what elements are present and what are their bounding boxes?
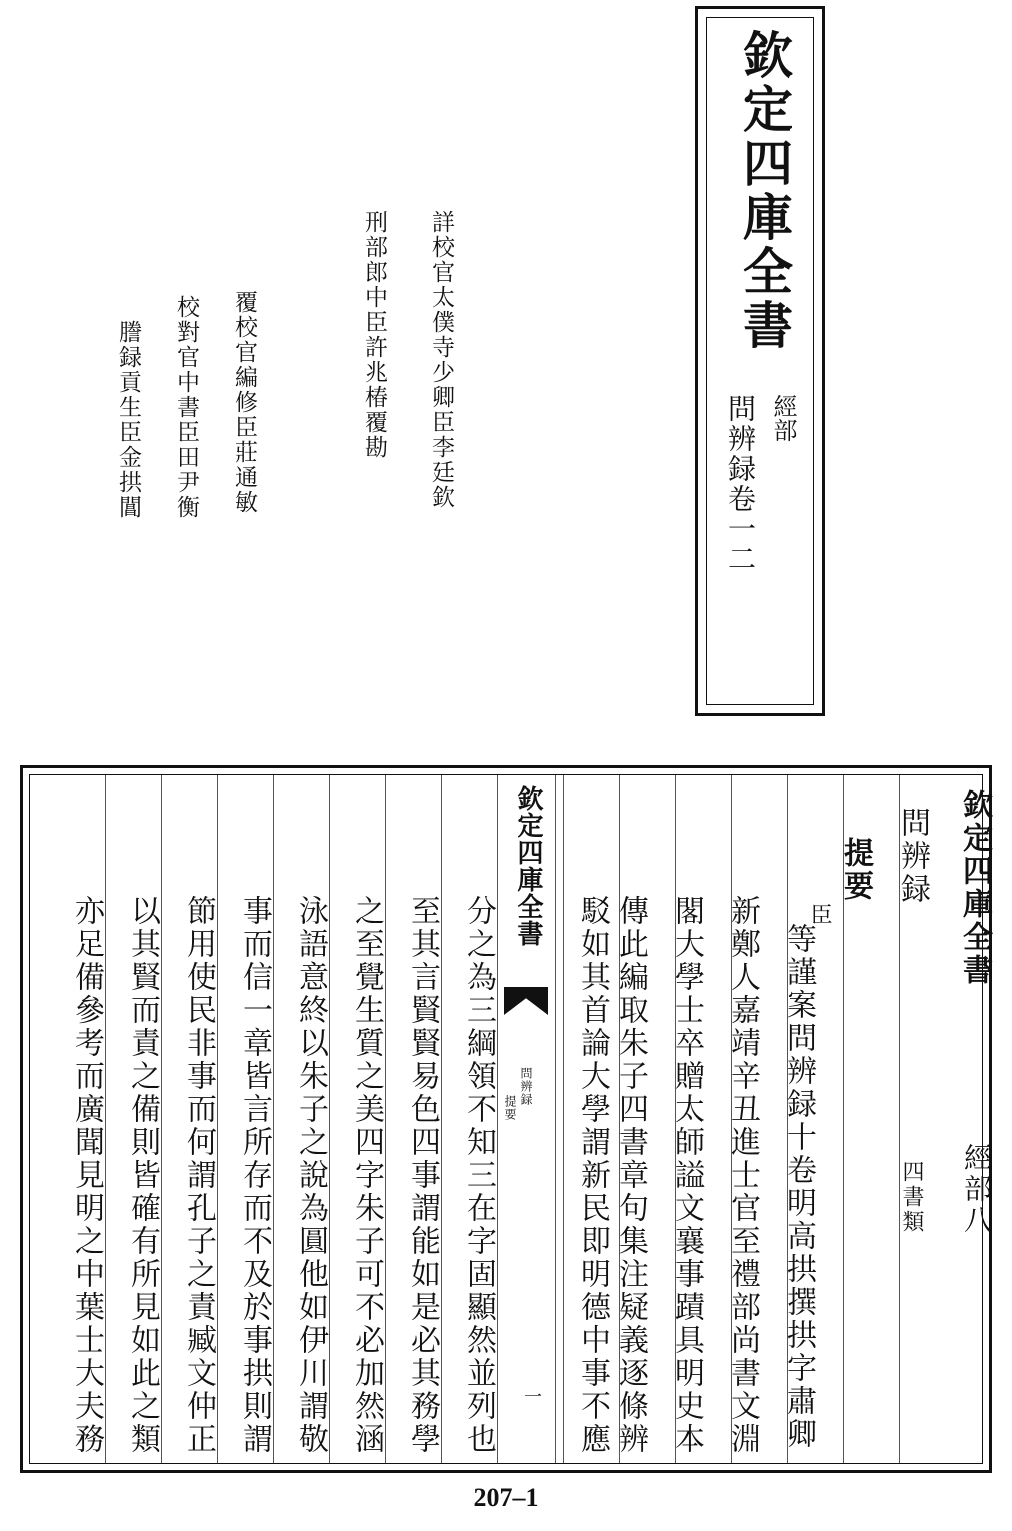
text-frame: [20, 765, 992, 1473]
text-column: 至其言賢賢易色四事謂能如是必其務學: [405, 895, 440, 1456]
header-title: 欽定四庫全書: [957, 789, 992, 987]
banxin-book: 問辨録: [519, 1067, 533, 1106]
title-slip-main-title: 欽定四庫全書: [735, 29, 794, 353]
text-column: 亦足備參考而廣聞見明之中葉士大夫務: [69, 895, 104, 1456]
category: 四書類: [899, 1160, 924, 1235]
title-slip-book: 問辨録卷一二: [724, 394, 757, 574]
text-column: 之至覺生質之美四字朱子可不必加然涵: [349, 895, 384, 1456]
text-column: 以其賢而責之備則皆確有所見如此之類: [125, 895, 160, 1456]
title-slip: [695, 6, 825, 716]
credit-line: 覆校官編修臣莊通敏: [231, 290, 257, 515]
text-column: 分之為三綱領不知三在字固顯然並列也: [461, 895, 496, 1456]
fish-tail-mark: [504, 987, 548, 1015]
text-column: 等謹案問辨録十卷明高拱撰拱字肅卿: [781, 923, 816, 1451]
tiyao-heading: 提要: [838, 837, 873, 903]
text-column: 閣大學士卒贈太師謚文襄事蹟具明史本: [669, 895, 704, 1456]
credit-line: 刑部郎中臣許兆椿覆勘: [361, 210, 387, 460]
text-column: 臣: [807, 903, 832, 928]
text-column: 傳此編取朱子四書章句集注疑義逐條辨: [613, 895, 648, 1456]
banxin-section: 提要: [503, 1095, 517, 1121]
credit-line: 校對官中書臣田尹衡: [173, 295, 199, 520]
text-column: 事而信一章皆言所存而不及於事拱則謂: [237, 895, 272, 1456]
page-number: 207–1: [473, 1483, 539, 1512]
banxin-page: 一: [521, 1387, 542, 1405]
text-column: 節用使民非事而何謂孔子之責臧文仲正: [181, 895, 216, 1456]
book-title: 問辨録: [895, 807, 930, 906]
header-section: 經部八: [960, 1143, 993, 1236]
text-column: 新鄭人嘉靖辛丑進士官至禮部尚書文淵: [725, 895, 760, 1456]
credit-line: 謄録貢生臣金拱閶: [115, 320, 141, 520]
text-frame-inner: [29, 774, 993, 1464]
banxin-title: 欽定四庫全書: [513, 785, 543, 947]
text-column: 泳語意終以朱子之說為圓他如伊川謂敬: [293, 895, 328, 1456]
text-column: 駁如其首論大學謂新民即明德中事不應: [575, 895, 610, 1456]
title-slip-section: 經部: [769, 394, 797, 442]
credit-line: 詳校官太僕寺少卿臣李廷欽: [428, 210, 454, 510]
column-rule: [563, 775, 564, 1463]
fold-rule: [555, 775, 556, 1463]
